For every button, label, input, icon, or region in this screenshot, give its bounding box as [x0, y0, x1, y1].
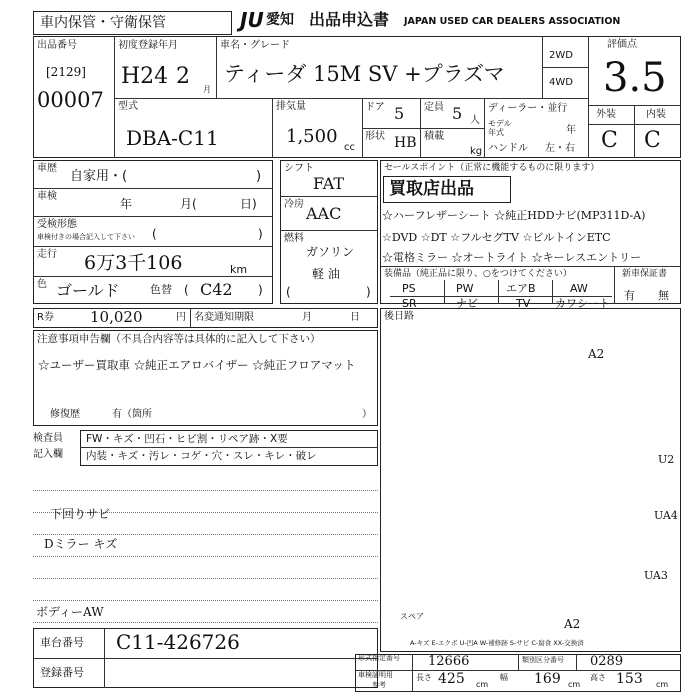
- handle-value: 左・右: [545, 143, 575, 154]
- registration-month-unit: 月: [203, 85, 211, 94]
- displacement-value: 1,500: [286, 126, 338, 147]
- equip-sr: SR: [402, 297, 417, 310]
- drive-4wd: 4WD: [549, 77, 573, 88]
- rating-label: 評価点: [607, 39, 637, 50]
- shift-label: シフト: [284, 163, 314, 174]
- sales-point-line-1: ☆ハーフレザーシート ☆純正HDDナビ(MP311D-A): [382, 209, 646, 222]
- body-shape-label: 形状: [365, 131, 385, 142]
- name-change-month: 月: [302, 312, 312, 323]
- doors-value: 5: [394, 104, 405, 123]
- width-label: 幅: [500, 673, 508, 682]
- new-car-warranty-label: 新車保証書: [622, 269, 668, 279]
- accepted-open: (: [152, 227, 157, 241]
- inspection-year-unit: 年: [120, 197, 133, 211]
- equip-navi: ナビ: [456, 297, 478, 310]
- lot-label: 出品番号: [37, 40, 77, 51]
- repair-close: ）: [362, 409, 372, 420]
- accepted-close: ): [258, 227, 263, 241]
- registration-year: H24: [121, 64, 169, 89]
- fuel-diesel: 軽 油: [312, 267, 340, 281]
- load-unit: kg: [470, 146, 483, 157]
- warranty-yes: 有: [624, 289, 635, 302]
- interior-label: 内装: [646, 109, 666, 120]
- r-ticket-label: R券: [37, 312, 54, 323]
- cert-ref: 参考: [372, 681, 386, 689]
- length-unit: cm: [476, 680, 489, 689]
- load-label: 積載: [424, 131, 444, 142]
- registration-month: 2: [176, 64, 190, 89]
- inspector-label-1: 検査員: [33, 433, 63, 444]
- association-name: JAPAN USED CAR DEALERS ASSOCIATION: [404, 16, 621, 27]
- plate-label: 登録番号: [40, 666, 84, 679]
- height-label: 高さ: [590, 673, 606, 682]
- inspection-label: 車検: [37, 191, 57, 202]
- model-year-unit: 年式: [488, 128, 504, 137]
- repair-label: 修復歴: [50, 409, 80, 420]
- spare-label: スペア: [400, 612, 424, 621]
- year-unit: 年: [566, 125, 576, 136]
- length-value: 425: [438, 671, 465, 687]
- interior-grade: C: [644, 128, 661, 153]
- dealer-label: ディーラー・並行: [488, 103, 568, 114]
- model-year-label: モデル: [488, 119, 512, 128]
- displacement-unit: cc: [344, 142, 355, 153]
- fuel-label: 燃料: [284, 233, 304, 244]
- mark-side-ua4: UA4: [654, 509, 678, 522]
- mileage-value: 6万3千106: [84, 252, 183, 274]
- name-change-day: 日: [350, 312, 360, 323]
- equip-ps: PS: [402, 282, 416, 295]
- color-code-open: (: [184, 283, 189, 297]
- mark-rear-a2: A2: [564, 617, 581, 631]
- length-label: 長さ: [416, 673, 432, 682]
- fuel-open: (: [286, 285, 291, 299]
- category-value: 0289: [590, 654, 624, 669]
- name-grade-label: 車名・グレード: [220, 40, 290, 51]
- history-value: 自家用・(: [70, 169, 128, 184]
- name-grade-value: ティーダ 15M SV +プラズマ: [224, 62, 505, 86]
- chassis-label: 車台番号: [40, 636, 84, 649]
- repair-value: 有（箇所: [112, 409, 152, 420]
- model-value: DBA-C11: [126, 126, 219, 150]
- registration-label: 初度登録年月: [118, 40, 178, 51]
- aircon-label: 冷房: [284, 199, 304, 210]
- notes-value: ☆ユーザー買取車 ☆純正エアロバイザー ☆純正フロアマット: [38, 358, 356, 372]
- mark-front-a2: A2: [588, 347, 605, 361]
- chassis-value: C11-426726: [116, 630, 240, 654]
- equip-tv: TV: [516, 297, 531, 310]
- remark-3: ボディーAW: [36, 605, 104, 619]
- inspector-row-2: 内装・キズ・汚レ・コゲ・穴・スレ・キレ・破レ: [86, 450, 317, 462]
- handle-label: ハンドル: [488, 143, 528, 154]
- capacity-unit: 人: [470, 115, 480, 126]
- equip-aw: AW: [570, 282, 588, 295]
- rating-score: 3.5: [603, 55, 667, 101]
- color-label: 色: [37, 279, 47, 290]
- storage-title-box: [33, 11, 232, 35]
- storage-title: 車内保管・守衛保管: [40, 15, 166, 31]
- inspection-day-unit: 日): [240, 197, 257, 211]
- mark-side-u2: U2: [658, 453, 675, 466]
- color-change-label: 色替: [150, 283, 172, 296]
- r-ticket-value: 10,020: [90, 308, 143, 326]
- warranty-no: 無: [658, 289, 669, 302]
- designation-value: 12666: [428, 654, 470, 669]
- brand-name: 愛知: [266, 12, 294, 28]
- inspector-label-2: 記入欄: [33, 449, 63, 460]
- inspection-month-unit: 月(: [180, 197, 197, 211]
- doors-label: ドア: [365, 102, 385, 113]
- aircon-value: AAC: [306, 204, 342, 223]
- remark-2: Dミラー キズ: [44, 537, 118, 551]
- inspector-row-1: FW・キズ・凹石・ヒビ割・リペア跡・X要: [86, 433, 288, 445]
- history-close: ): [256, 169, 262, 184]
- remark-1: 下回りサビ: [50, 507, 111, 521]
- exterior-label: 外装: [596, 109, 616, 120]
- color-code-close: ): [258, 283, 263, 297]
- width-value: 169: [534, 671, 561, 687]
- equip-airbag: エアB: [506, 282, 536, 295]
- sales-points-label: セールスポイント（正常に機能するものに限ります）: [384, 163, 600, 173]
- history-label: 車歴: [37, 163, 57, 174]
- displacement-label: 排気量: [276, 101, 306, 112]
- height-unit: cm: [656, 680, 669, 689]
- lot-small-number: [2129]: [46, 65, 86, 79]
- sales-point-line-3: ☆電格ミラー ☆オートライト ☆キーレスエントリー: [382, 251, 642, 264]
- cert-label: 車検証明用: [358, 671, 393, 679]
- model-label: 型式: [118, 101, 138, 112]
- form-title: 出品申込書: [309, 10, 390, 29]
- mileage-label: 走行: [37, 249, 57, 260]
- accepted-note: 車検付きの場合記入して下さい: [37, 233, 135, 241]
- width-unit: cm: [568, 680, 581, 689]
- equip-seat: カワシート: [555, 297, 610, 310]
- ju-logo: JU: [240, 8, 264, 32]
- lot-number: 00007: [37, 88, 104, 112]
- fuel-close: ): [366, 285, 371, 299]
- body-shape-value: HB: [394, 135, 417, 151]
- sales-point-line-2: ☆DVD ☆DT ☆フルセグTV ☆ビルトインETC: [382, 231, 611, 244]
- post-sale-label: 後日路: [384, 311, 414, 322]
- damage-legend: A-キズ E-エクボ U-凹A W-補修跡 S-サビ C-腐食 XX-交換済: [410, 639, 584, 647]
- name-change-label: 名変通知期限: [194, 312, 254, 323]
- fuel-gasoline: ガソリン: [306, 245, 355, 259]
- capacity-value: 5: [452, 104, 463, 123]
- category-label: 類別区分番号: [522, 656, 564, 664]
- height-value: 153: [616, 671, 643, 687]
- shift-value: FAT: [313, 174, 345, 193]
- color-value: ゴールド: [56, 281, 120, 300]
- equipment-label: 装備品（純正品に限り、○をつけてください）: [384, 269, 572, 279]
- color-code: C42: [200, 280, 233, 299]
- exterior-grade: C: [601, 128, 618, 153]
- buyout-stamp: 買取店出品: [383, 176, 511, 203]
- drive-2wd: 2WD: [549, 50, 573, 61]
- notes-label: 注意事項申告欄（不具合内容等は具体的に記入して下さい）: [37, 333, 321, 345]
- capacity-label: 定員: [424, 102, 444, 113]
- designation-label: 形式指定番号: [358, 654, 400, 662]
- mark-rear-ua3: UA3: [644, 569, 668, 582]
- r-ticket-unit: 円: [176, 312, 186, 323]
- equip-pw: PW: [456, 282, 474, 295]
- mileage-unit: km: [230, 263, 248, 276]
- accepted-label: 受検形態: [37, 219, 77, 230]
